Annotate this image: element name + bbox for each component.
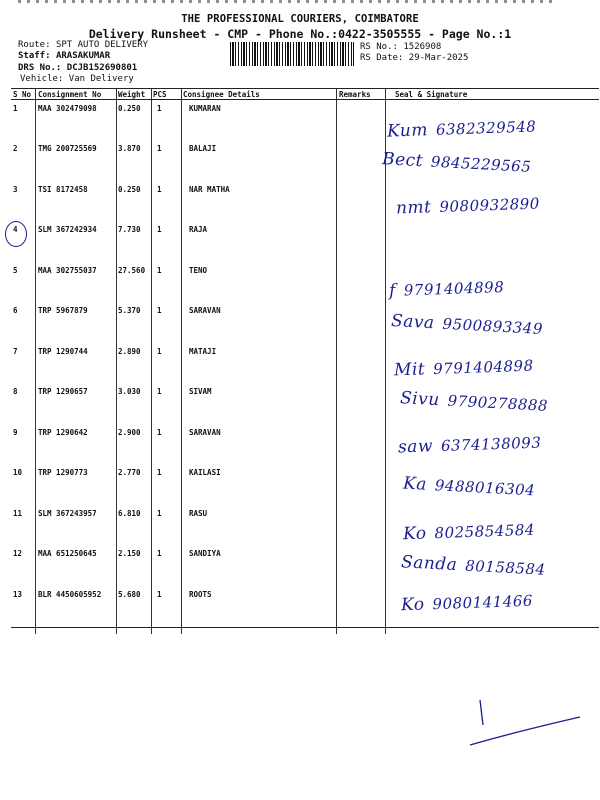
cell-pcs: 1 xyxy=(157,428,162,437)
cell-consignment-no: MAA 302479098 xyxy=(38,104,97,113)
cell-pcs: 1 xyxy=(157,387,162,396)
signature-scrawl: Bect xyxy=(381,149,424,172)
cell-consignee: SARAVAN xyxy=(189,428,221,437)
cell-weight: 2.770 xyxy=(118,468,141,477)
handwritten-signature xyxy=(403,520,536,545)
cell-sno: 8 xyxy=(13,387,18,396)
cell-consignee: RASU xyxy=(189,509,208,518)
col-header-consignment: Consignment No xyxy=(38,90,102,99)
cell-pcs: 1 xyxy=(157,347,162,356)
handwritten-phone: 6374138093 xyxy=(440,433,542,455)
row-divider xyxy=(11,546,599,547)
cell-pcs: 1 xyxy=(157,266,162,275)
row-divider xyxy=(11,627,599,628)
cell-weight: 3.030 xyxy=(118,387,141,396)
handwritten-signature xyxy=(401,552,546,580)
cell-consignment-no: BLR 4450605952 xyxy=(38,590,102,599)
company-title: THE PROFESSIONAL COURIERS, COIMBATORE xyxy=(181,13,419,25)
handwritten-signature xyxy=(382,149,532,177)
cell-consignee: SANDIYA xyxy=(189,549,221,558)
cell-pcs: 1 xyxy=(157,509,162,518)
col-header-weight: Weight xyxy=(118,90,146,99)
handwritten-phone: 9080932890 xyxy=(439,194,541,216)
pen-stroke xyxy=(465,695,585,755)
row-divider xyxy=(11,141,599,142)
drs-line: DRS No.: DCJB152690801 xyxy=(18,63,138,73)
cell-weight: 2.900 xyxy=(118,428,141,437)
signature-scrawl: Ko xyxy=(400,594,425,616)
signature-scrawl: saw xyxy=(397,436,434,458)
row-divider xyxy=(11,505,599,506)
signature-scrawl: Mit xyxy=(393,359,426,381)
barcode xyxy=(230,42,354,66)
cell-consignment-no: MAA 651250645 xyxy=(38,549,97,558)
cell-sno: 2 xyxy=(13,144,18,153)
column-divider xyxy=(181,89,182,634)
signature-scrawl: Sanda xyxy=(400,552,458,576)
cell-weight: 6.810 xyxy=(118,509,141,518)
cell-pcs: 1 xyxy=(157,468,162,477)
cell-pcs: 1 xyxy=(157,185,162,194)
cell-weight: 0.250 xyxy=(118,185,141,194)
handwritten-phone: 9080141466 xyxy=(432,591,534,614)
row-divider xyxy=(11,303,599,304)
cell-weight: 2.150 xyxy=(118,549,141,558)
header-rule xyxy=(11,99,599,100)
handwritten-phone: 80158584 xyxy=(464,556,546,579)
handwritten-signature xyxy=(387,116,537,141)
cell-consignee: SARAVAN xyxy=(189,306,221,315)
signature-scrawl: Ko xyxy=(402,523,427,545)
cell-consignment-no: SLM 367243957 xyxy=(38,509,97,518)
column-divider xyxy=(116,89,117,634)
col-header-remarks: Remarks xyxy=(339,90,371,99)
rs-no-line: RS No.: 1526908 xyxy=(360,42,442,52)
handwritten-phone: 9488016304 xyxy=(434,476,536,500)
cell-consignee: SIVAM xyxy=(189,387,212,396)
handwritten-signature xyxy=(389,277,505,301)
handwritten-signature xyxy=(394,356,534,381)
row-divider xyxy=(11,465,599,466)
row-divider xyxy=(11,181,599,182)
row-divider xyxy=(11,424,599,425)
handwritten-signature xyxy=(396,193,540,218)
signature-scrawl: Kum xyxy=(386,120,429,142)
signature-scrawl: Sava xyxy=(390,311,436,334)
cell-consignment-no: SLM 367242934 xyxy=(38,225,97,234)
row-divider xyxy=(11,343,599,344)
handwritten-phone: 9790278888 xyxy=(447,391,549,415)
cell-sno: 11 xyxy=(13,509,23,518)
handwritten-signature xyxy=(400,388,549,416)
cell-sno: 3 xyxy=(13,185,18,194)
handwritten-circle-mark xyxy=(5,221,27,247)
col-header-consignee: Consignee Details xyxy=(183,90,260,99)
row-divider xyxy=(11,586,599,587)
staff-line: Staff: ARASAKUMAR xyxy=(18,51,111,61)
cell-weight: 0.250 xyxy=(118,104,141,113)
cell-pcs: 1 xyxy=(157,144,162,153)
col-header-pcs: PCS xyxy=(153,90,167,99)
handwritten-phone: 9791404898 xyxy=(403,277,505,300)
cell-weight: 2.890 xyxy=(118,347,141,356)
cell-consignee: BALAJI xyxy=(189,144,217,153)
cell-sno: 10 xyxy=(13,468,23,477)
col-header-signature: Seal & Signature xyxy=(395,90,468,99)
cell-sno: 13 xyxy=(13,590,23,599)
cell-sno: 1 xyxy=(13,104,18,113)
cell-consignment-no: MAA 302755037 xyxy=(38,266,97,275)
cell-consignee: MATAJI xyxy=(189,347,217,356)
cell-sno: 6 xyxy=(13,306,18,315)
cell-consignment-no: TRP 1290744 xyxy=(38,347,88,356)
vehicle-line: Vehicle: Van Delivery xyxy=(20,74,134,84)
cell-consignee: TENO xyxy=(189,266,208,275)
signature-scrawl: Sivu xyxy=(399,388,441,411)
column-divider xyxy=(385,89,386,634)
handwritten-phone: 9500893349 xyxy=(442,314,544,338)
cell-sno: 7 xyxy=(13,347,18,356)
cell-weight: 3.870 xyxy=(118,144,141,153)
cell-weight: 5.680 xyxy=(118,590,141,599)
col-header-sno: S No xyxy=(13,90,32,99)
signature-scrawl: nmt xyxy=(395,197,432,219)
handwritten-phone: 9845229565 xyxy=(430,152,532,176)
handwritten-signature xyxy=(401,591,534,616)
cell-consignment-no: TMG 200725569 xyxy=(38,144,97,153)
column-divider xyxy=(336,89,337,634)
cell-sno: 4 xyxy=(13,225,18,234)
cell-pcs: 1 xyxy=(157,590,162,599)
cell-weight: 7.730 xyxy=(118,225,141,234)
signature-scrawl: Ka xyxy=(402,473,428,495)
cell-consignee: KAILASI xyxy=(189,468,221,477)
cell-sno: 5 xyxy=(13,266,18,275)
cell-consignee: ROOTS xyxy=(189,590,212,599)
signature-scrawl: f xyxy=(388,280,397,302)
rs-date-line: RS Date: 29-Mar-2025 xyxy=(360,53,469,63)
column-divider xyxy=(151,89,152,634)
cell-weight: 5.370 xyxy=(118,306,141,315)
cell-pcs: 1 xyxy=(157,225,162,234)
cell-pcs: 1 xyxy=(157,306,162,315)
handwritten-phone: 8025854584 xyxy=(434,520,536,543)
cell-sno: 12 xyxy=(13,549,23,558)
handwritten-signature xyxy=(391,311,544,339)
row-divider xyxy=(11,262,599,263)
cell-consignee: NAR MATHA xyxy=(189,185,230,194)
cell-consignee: RAJA xyxy=(189,225,208,234)
cell-sno: 9 xyxy=(13,428,18,437)
cell-consignment-no: TRP 5967879 xyxy=(38,306,88,315)
handwritten-phone: 9791404898 xyxy=(432,356,534,379)
runsheet-table xyxy=(11,88,599,634)
column-divider xyxy=(35,89,36,634)
runsheet-title: Delivery Runsheet - CMP - Phone No.:0422-3505555 - Page No.:1 xyxy=(88,27,512,41)
cell-pcs: 1 xyxy=(157,549,162,558)
cell-consignment-no: TRP 1290642 xyxy=(38,428,88,437)
handwritten-phone: 6382329548 xyxy=(435,117,537,139)
cell-weight: 27.560 xyxy=(118,266,146,275)
row-divider xyxy=(11,384,599,385)
row-divider xyxy=(11,222,599,223)
handwritten-signature xyxy=(403,474,536,501)
route-line: Route: SPT AUTO DELIVERY xyxy=(18,40,149,50)
handwritten-signature xyxy=(398,433,542,458)
cell-pcs: 1 xyxy=(157,104,162,113)
cell-consignment-no: TRP 1290657 xyxy=(38,387,88,396)
top-edge-marks xyxy=(18,0,558,3)
cell-consignment-no: TRP 1290773 xyxy=(38,468,88,477)
cell-consignment-no: TSI 8172458 xyxy=(38,185,88,194)
cell-consignee: KUMARAN xyxy=(189,104,221,113)
